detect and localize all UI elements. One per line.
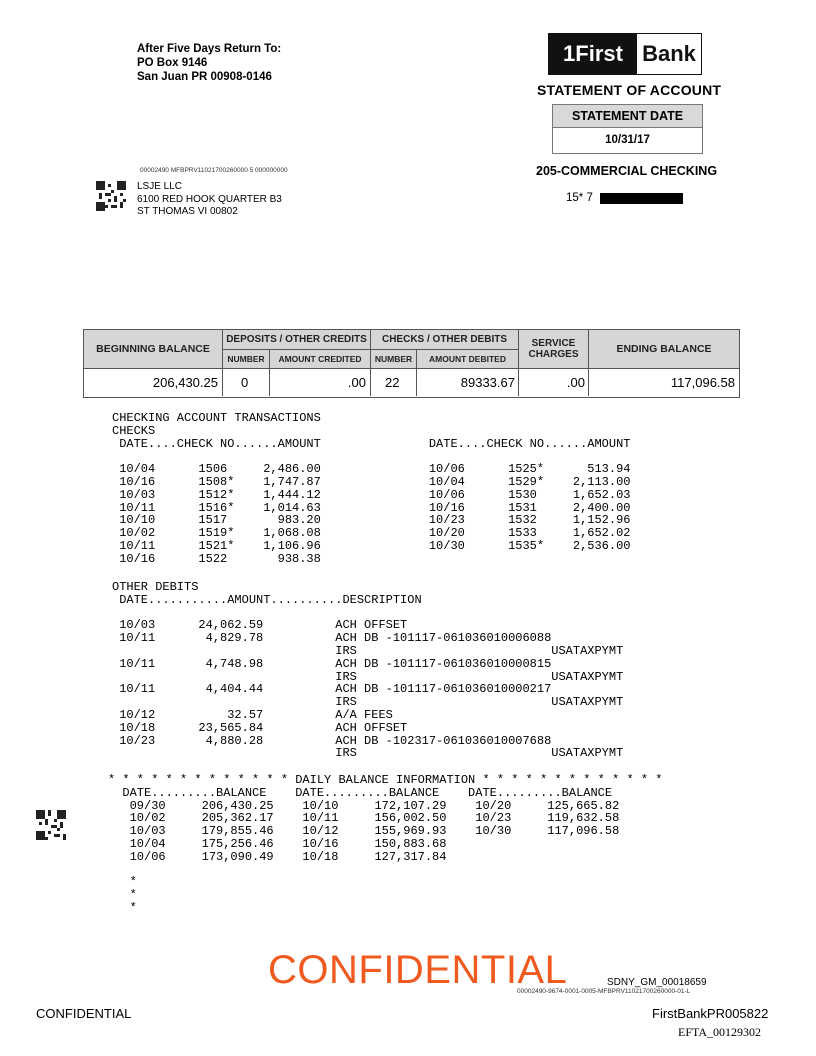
value-chk-number: 22 xyxy=(385,375,400,390)
bank-logo xyxy=(548,33,702,75)
account-number: 15* 7 xyxy=(566,192,593,204)
transaction-line: 10/10 1517 983.20 10/23 1532 1,152.96 xyxy=(112,513,631,528)
statement-date-box xyxy=(552,104,703,154)
value-ending-balance: 117,096.58 xyxy=(670,375,735,390)
return-address xyxy=(137,42,281,84)
bank-logo-first-text: First xyxy=(575,41,623,66)
header-checks: CHECKS / OTHER DEBITS xyxy=(371,330,518,349)
header-service-charges xyxy=(519,330,588,368)
transaction-line: 10/02 1519* 1,068.08 10/20 1533 1,652.02 xyxy=(112,526,631,541)
document-code: 00002490-9674-0001-0005-MFBPRV11021700260000-01-L xyxy=(517,988,691,995)
header-chk-amount: AMOUNT DEBITED xyxy=(417,350,518,368)
daily-balance-line: * * * * * * * * * * * * * DAILY BALANCE INFORMATION * * * * * * * * * * * * * xyxy=(108,773,663,787)
transaction-line: 10/11 1516* 1,014.63 10/16 1531 2,400.00 xyxy=(112,500,631,515)
value-dep-amount: .00 xyxy=(347,375,366,390)
return-address-line2: PO Box 9146 xyxy=(137,57,208,69)
transaction-line: CHECKS xyxy=(112,423,156,438)
header-ending-balance: ENDING BALANCE xyxy=(589,330,739,368)
statement-date-label: STATEMENT DATE xyxy=(553,105,702,128)
other-debit-line: 10/11 4,748.98 ACH DB -101117-061036010000815 xyxy=(112,656,552,671)
bank-logo-first xyxy=(549,34,637,74)
efta-number: EFTA_00129302 xyxy=(678,1025,762,1039)
transaction-line: CHECKING ACCOUNT TRANSACTIONS xyxy=(112,411,321,425)
value-beginning-balance: 206,430.25 xyxy=(152,375,218,390)
daily-balance-line: 10/03 179,855.46 10/12 155,969.93 10/30 117,096.58 xyxy=(108,824,620,839)
sdny-bates-number: SDNY_GM_00018659 xyxy=(607,977,707,988)
transaction-line: 10/04 1506 2,486.00 10/06 1525* 513.94 xyxy=(112,462,631,477)
daily-balance-line: * xyxy=(108,901,137,915)
other-debit-line: IRS USATAXPYMT xyxy=(112,669,624,684)
return-address-line3: San Juan PR 00908-0146 xyxy=(137,71,272,83)
other-debit-line: 10/11 4,829.78 ACH DB -101117-061036010006088 xyxy=(112,631,552,646)
account-type: 205-COMMERCIAL CHECKING xyxy=(536,164,718,178)
customer-address-line1: 6100 RED HOOK QUARTER B3 xyxy=(137,193,282,205)
daily-balance-line: DATE.........BALANCE DATE.........BALANCE DATE.........BALANCE xyxy=(108,785,613,800)
other-debit-line: 10/18 23,565.84 ACH OFFSET xyxy=(112,720,408,735)
transaction-line: 10/16 1508* 1,747.87 10/04 1529* 2,113.00 xyxy=(112,475,631,489)
header-deposits: DEPOSITS / OTHER CREDITS xyxy=(223,330,370,349)
other-debit-line: IRS USATAXPYMT xyxy=(112,695,624,710)
qr-code-top xyxy=(96,181,126,211)
statement-date-value: 10/31/17 xyxy=(605,134,650,146)
qr-code-side xyxy=(36,810,66,840)
routing-code: 00002490 MFBPRV11021700260000 5 000000000 xyxy=(140,167,288,174)
value-service-charges: .00 xyxy=(566,375,585,390)
header-service-charges-line1: SERVICE xyxy=(531,338,576,349)
bank-logo-number: 1 xyxy=(563,41,576,66)
header-chk-number: NUMBER xyxy=(371,350,416,368)
header-dep-amount: AMOUNT CREDITED xyxy=(270,350,370,368)
transaction-line: 10/16 1522 938.38 xyxy=(112,551,321,566)
daily-balance-line: 10/06 173,090.49 10/18 127,317.84 xyxy=(108,849,447,864)
daily-balance-line: * xyxy=(108,875,137,890)
transaction-line: 10/03 1512* 1,444.12 10/06 1530 1,652.03 xyxy=(112,487,631,502)
other-debit-line: IRS USATAXPYMT xyxy=(112,644,624,658)
other-debit-line: OTHER DEBITS xyxy=(112,580,199,594)
return-address-line1: After Five Days Return To: xyxy=(137,43,282,55)
other-debit-line: 10/11 4,404.44 ACH DB -101117-061036010000217 xyxy=(112,682,552,697)
header-beginning-balance: BEGINNING BALANCE xyxy=(84,330,222,368)
other-debit-line: 10/03 24,062.59 ACH OFFSET xyxy=(112,618,408,633)
daily-balance-line: 09/30 206,430.25 10/10 172,107.29 10/20 125,665.82 xyxy=(108,798,620,813)
redaction-bar xyxy=(600,193,683,204)
statement-title: STATEMENT OF ACCOUNT xyxy=(537,82,722,98)
customer-address xyxy=(137,181,282,219)
firstbank-bates-number: FirstBankPR005822 xyxy=(652,1006,769,1021)
other-debit-line: 10/23 4,880.28 ACH DB -102317-061036010007688 xyxy=(112,733,552,748)
header-dep-number: NUMBER xyxy=(223,350,269,368)
customer-address-line2: ST THOMAS VI 00802 xyxy=(137,206,238,217)
daily-balance-line: 10/04 175,256.46 10/16 150,883.68 xyxy=(108,837,447,851)
other-debit-line: IRS USATAXPYMT xyxy=(112,746,624,761)
other-debit-line: 10/12 32.57 A/A FEES xyxy=(112,708,393,722)
transaction-line: DATE....CHECK NO......AMOUNT DATE....CHECK NO......AMOUNT xyxy=(112,436,631,451)
value-dep-number: 0 xyxy=(241,375,249,390)
other-debit-line: DATE...........AMOUNT..........DESCRIPTION xyxy=(112,592,422,607)
daily-balance-line: 10/02 205,362.17 10/11 156,002.50 10/23 119,632.58 xyxy=(108,811,620,826)
customer-name: LSJE LLC xyxy=(137,181,183,192)
confidential-stamp: CONFIDENTIAL xyxy=(268,948,568,992)
value-chk-amount: 89333.67 xyxy=(460,375,515,390)
account-summary-table xyxy=(83,329,740,398)
daily-balance-line: * xyxy=(108,888,137,903)
bank-logo-bank: Bank xyxy=(637,34,701,74)
header-service-charges-line2: CHARGES xyxy=(528,349,579,360)
transaction-line: 10/11 1521* 1,106.96 10/30 1535* 2,536.00 xyxy=(112,539,631,553)
confidential-label: CONFIDENTIAL xyxy=(36,1006,132,1021)
